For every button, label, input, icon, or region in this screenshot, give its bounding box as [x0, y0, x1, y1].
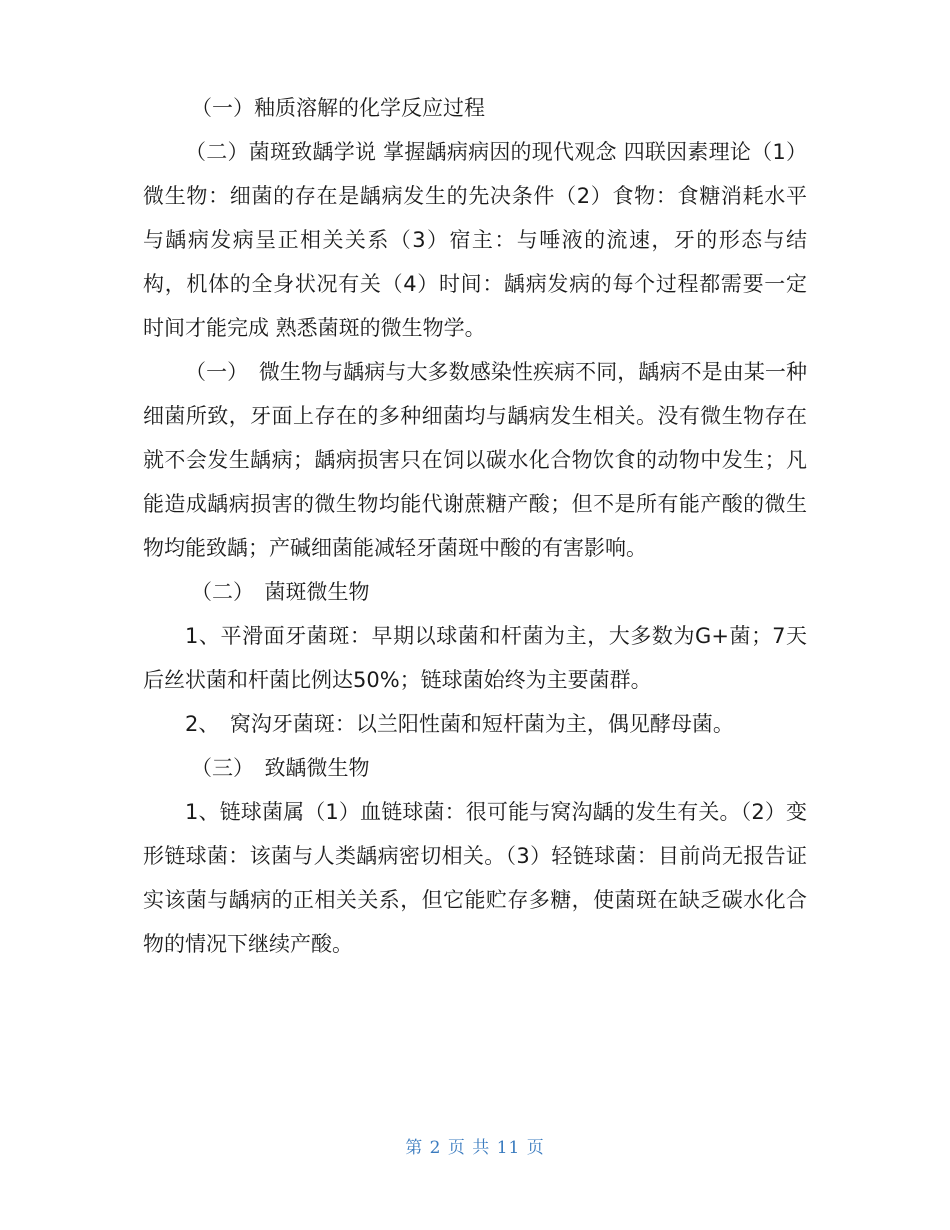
section-heading-plaque-microbes: （二） 菌斑微生物 [191, 580, 370, 604]
paragraph-fissure-plaque: 2、 窝沟牙菌斑：以兰阳性菌和短杆菌为主，偶见酵母菌。 [185, 712, 734, 736]
paragraph-smooth-surface-plaque: 1、平滑面牙菌斑：早期以球菌和杆菌为主，大多数为G+菌；7天后丝状菌和杆菌比例达50%；链球菌始终为主要菌群。 [143, 624, 807, 692]
paragraph-streptococcus: 1、链球菌属（1）血链球菌：很可能与窝沟龋的发生有关。（2）变形链球菌：该菌与人类龋病密切相关。（3）轻链球菌：目前尚无报告证实该菌与龋病的正相关关系，但它能贮存多糖，使菌斑在缺乏碳水化合物的情况下继续产酸。 [143, 800, 807, 956]
paragraph-microbes-and-caries: （一） 微生物与龋病与大多数感染性疾病不同，龋病不是由某一种细菌所致，牙面上存在的多种细菌均与龋病发生相关。没有微生物存在就不会发生龋病；龋病损害只在饲以碳水化合物饮食的动物中发生；凡能造成龋病损害的微生物均能代谢蔗糖产酸；但不是所有能产酸的微生物均能致龋；产碱细菌能减轻牙菌斑中酸的有害影响。 [143, 360, 807, 560]
section-heading-enamel-dissolution: （一）釉质溶解的化学反应过程 [191, 96, 485, 120]
section-heading-cariogenic-microbes: （三） 致龋微生物 [191, 756, 370, 780]
paragraph-plaque-caries-theory: （二）菌斑致龋学说 掌握龋病病因的现代观念 四联因素理论（1）微生物：细菌的存在是龋病发生的先决条件（2）食物：食糖消耗水平与龋病发病呈正相关关系（3）宿主：与唾液的流速，牙的形态与结构，机体的全身状况有关（4）时间：龋病发病的每个过程都需要一定时间才能完成 熟悉菌斑的微生物学。 [143, 140, 807, 340]
page-number-footer: 第 2 页 共 11 页 [405, 1138, 545, 1158]
document-body [143, 86, 807, 966]
